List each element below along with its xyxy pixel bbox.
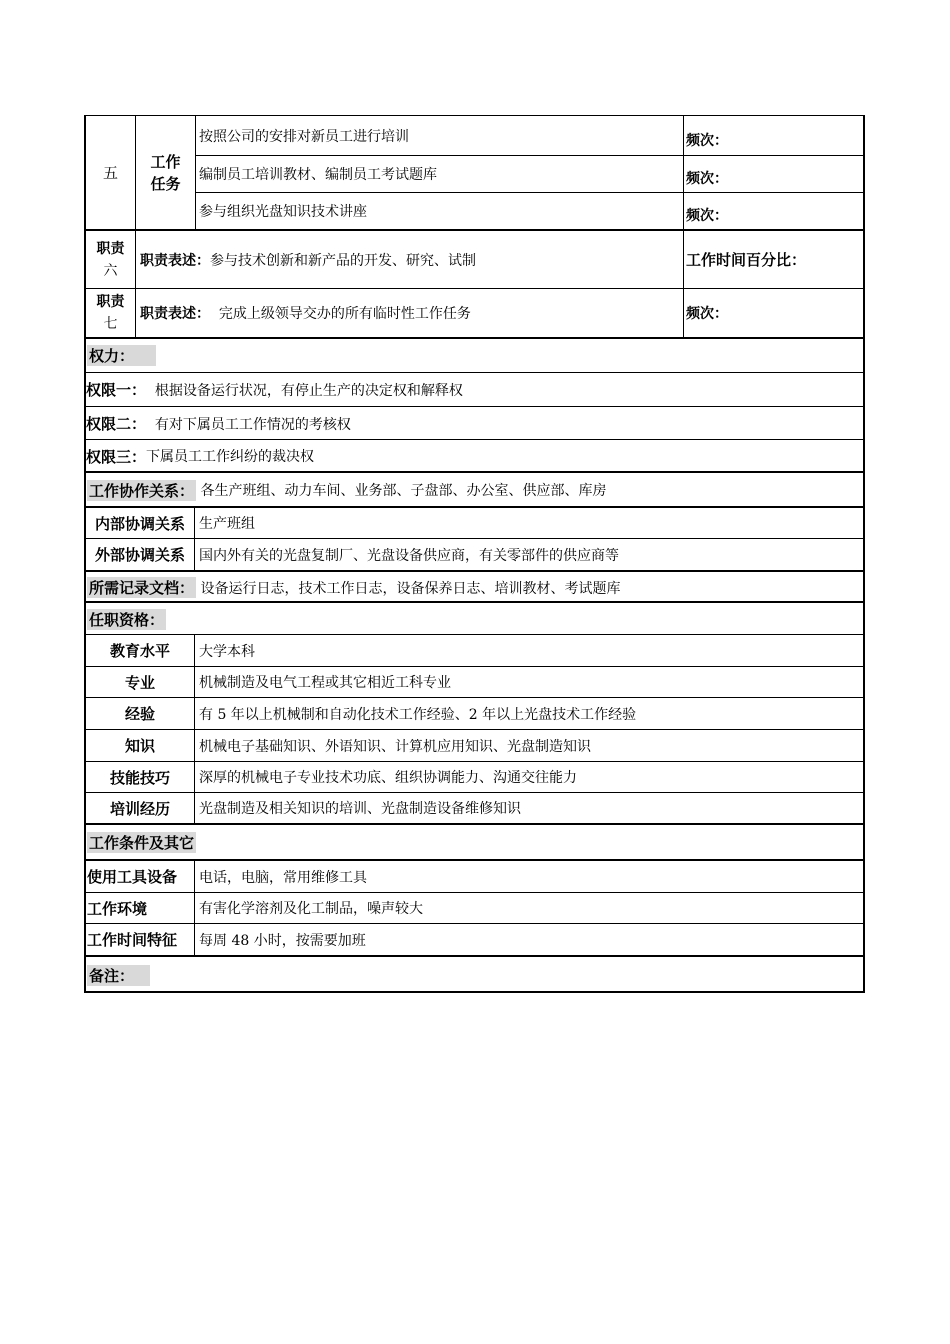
authority-text: 下属员工工作纠纷的裁决权 bbox=[146, 449, 315, 465]
qualification-value: 深厚的机械电子专业技术功底、组织协调能力、沟通交往能力 bbox=[199, 770, 577, 786]
column-border bbox=[194, 635, 195, 823]
qualification-value: 有 5 年以上机械制和自动化技术工作经验、2 年以上光盘技术工作经验 bbox=[199, 706, 637, 723]
qualification-value-knowledge bbox=[199, 730, 591, 761]
qualification-value-major bbox=[199, 667, 451, 697]
duty7-label bbox=[86, 289, 135, 337]
table-border bbox=[195, 115, 196, 230]
table-border bbox=[84, 115, 865, 116]
remarks-title-text: 备注： bbox=[87, 965, 150, 986]
remarks-title bbox=[87, 958, 150, 992]
internal-value-text: 生产班组 bbox=[199, 516, 255, 532]
duty5-task-3-frequency bbox=[686, 199, 728, 231]
authority-text: 根据设备运行状况，有停止生产的决定权和解释权 bbox=[146, 382, 463, 399]
column-border bbox=[194, 508, 195, 570]
qualification-label: 知识 bbox=[124, 737, 155, 755]
duty7-label-line1: 职责 bbox=[96, 294, 125, 310]
cooperation-row bbox=[87, 474, 606, 506]
qualification-value: 大学本科 bbox=[199, 643, 255, 660]
conditions-value-work-time bbox=[199, 924, 366, 955]
conditions-value: 有害化学溶剂及化工制品，噪声较大 bbox=[199, 901, 423, 917]
qualification-value: 光盘制造及相关知识的培训、光盘制造设备维修知识 bbox=[199, 801, 521, 817]
qualification-value: 机械电子基础知识、外语知识、计算机应用知识、光盘制造知识 bbox=[199, 738, 591, 755]
duty5-label-line1: 工作 bbox=[150, 152, 181, 171]
frequency-label: 频次： bbox=[686, 306, 728, 322]
authority-title-text: 权力： bbox=[87, 345, 156, 366]
frequency-label: 频次： bbox=[686, 133, 728, 149]
qualification-label-knowledge bbox=[86, 730, 194, 761]
authority-item-3 bbox=[86, 440, 314, 472]
duty5-task-2-frequency bbox=[686, 162, 728, 194]
task-text: 参与组织光盘知识技术讲座 bbox=[199, 204, 367, 220]
internal-label-text: 内部协调关系 bbox=[94, 514, 185, 533]
external-label-text: 外部协调关系 bbox=[94, 546, 185, 564]
duty5-task-3 bbox=[199, 195, 367, 227]
duty7-label-line2: 七 bbox=[103, 316, 118, 332]
task-text: 编制员工培训教材、编制员工考试题库 bbox=[199, 167, 437, 183]
table-border bbox=[863, 115, 865, 338]
duty5-number bbox=[86, 116, 135, 229]
table-border bbox=[195, 155, 865, 156]
qualification-title bbox=[87, 604, 166, 634]
conditions-title-text: 工作条件及其它 bbox=[89, 834, 195, 852]
qualification-label: 培训经历 bbox=[109, 799, 170, 818]
cooperation-text: 各生产班组、动力车间、业务部、子盘部、办公室、供应部、库房 bbox=[196, 483, 607, 499]
cooperation-title: 工作协作关系： bbox=[89, 481, 195, 500]
conditions-value-environment bbox=[199, 893, 423, 923]
authority-item-1 bbox=[86, 373, 463, 406]
qualification-label: 专业 bbox=[124, 673, 155, 692]
external-coordination-value bbox=[199, 539, 619, 570]
duty6-time-percentage bbox=[686, 231, 806, 288]
table-border bbox=[135, 230, 136, 338]
qualification-label-experience bbox=[86, 698, 194, 729]
conditions-label: 工作时间特征 bbox=[87, 931, 178, 949]
conditions-label: 使用工具设备 bbox=[87, 868, 178, 886]
qualification-label-education bbox=[86, 635, 194, 666]
frequency-label: 频次： bbox=[686, 208, 728, 224]
duty7-description bbox=[140, 289, 471, 337]
qualification-label-skills bbox=[86, 762, 194, 792]
records-title: 所需记录文档： bbox=[89, 579, 195, 597]
records-text: 设备运行日志，技术工作日志，设备保养日志、培训教材、考试题库 bbox=[196, 580, 621, 597]
qualification-value: 机械制造及电气工程或其它相近工科专业 bbox=[199, 675, 451, 691]
authority-title bbox=[87, 339, 156, 372]
qualification-label-training bbox=[86, 793, 194, 823]
qualification-value-skills bbox=[199, 762, 577, 792]
duty5-label bbox=[136, 116, 195, 229]
frequency-label: 频次： bbox=[686, 171, 728, 187]
duty5-task-1 bbox=[199, 120, 409, 152]
authority-label: 权限一： bbox=[86, 381, 147, 399]
authority-label: 权限二： bbox=[86, 415, 147, 433]
qualification-title-text: 任职资格： bbox=[89, 610, 165, 629]
qualification-value-experience bbox=[199, 698, 636, 729]
conditions-title bbox=[87, 826, 196, 859]
duty6-label bbox=[86, 231, 135, 288]
duty6-desc-text: 参与技术创新和新产品的开发、研究、试制 bbox=[210, 252, 476, 269]
duty6-desc-label: 职责表述： bbox=[140, 252, 210, 269]
duty7-desc-label: 职责表述： bbox=[140, 306, 210, 322]
duty5-task-2 bbox=[199, 158, 437, 190]
conditions-value-tools bbox=[199, 861, 367, 892]
duty5-task-1-frequency bbox=[686, 124, 728, 156]
authority-label: 权限三： bbox=[86, 447, 147, 466]
task-text: 按照公司的安排对新员工进行培训 bbox=[199, 129, 409, 145]
conditions-label-work-time bbox=[87, 924, 177, 955]
conditions-label-environment bbox=[87, 893, 147, 923]
conditions-label: 工作环境 bbox=[87, 899, 148, 918]
qualification-label: 技能技巧 bbox=[109, 768, 170, 787]
table-border bbox=[195, 192, 865, 193]
duty6-label-line1: 职责 bbox=[96, 240, 125, 257]
duty5-label-line2: 任务 bbox=[150, 174, 181, 193]
remarks-section bbox=[84, 957, 865, 993]
conditions-value: 电话，电脑，常用维修工具 bbox=[199, 869, 367, 886]
external-coordination-label bbox=[86, 539, 194, 570]
conditions-label-tools bbox=[87, 861, 177, 892]
external-value-text: 国内外有关的光盘复制厂、光盘设备供应商，有关零部件的供应商等 bbox=[199, 547, 619, 564]
records-row bbox=[87, 573, 620, 602]
qualification-label-major bbox=[86, 667, 194, 697]
duty6-description bbox=[140, 231, 476, 288]
conditions-value: 每周 48 小时，按需要加班 bbox=[199, 932, 366, 949]
internal-coordination-value bbox=[199, 508, 255, 538]
duty6-label-line2: 六 bbox=[103, 262, 118, 279]
qualification-value-training bbox=[199, 793, 521, 823]
internal-coordination-label bbox=[86, 508, 194, 538]
duty7-frequency bbox=[686, 289, 728, 337]
qualification-value-education bbox=[199, 635, 255, 666]
authority-item-2 bbox=[86, 407, 351, 440]
authority-text: 有对下属员工工作情况的考核权 bbox=[146, 416, 351, 433]
duty5-number-text: 五 bbox=[102, 164, 118, 182]
qualification-label: 经验 bbox=[124, 705, 155, 723]
table-border bbox=[683, 115, 684, 338]
qualification-label: 教育水平 bbox=[109, 642, 170, 660]
time-percentage-label: 工作时间百分比： bbox=[686, 251, 807, 269]
duty7-desc-text: 完成上级领导交办的所有临时性工作任务 bbox=[210, 306, 471, 322]
column-border bbox=[194, 861, 195, 955]
